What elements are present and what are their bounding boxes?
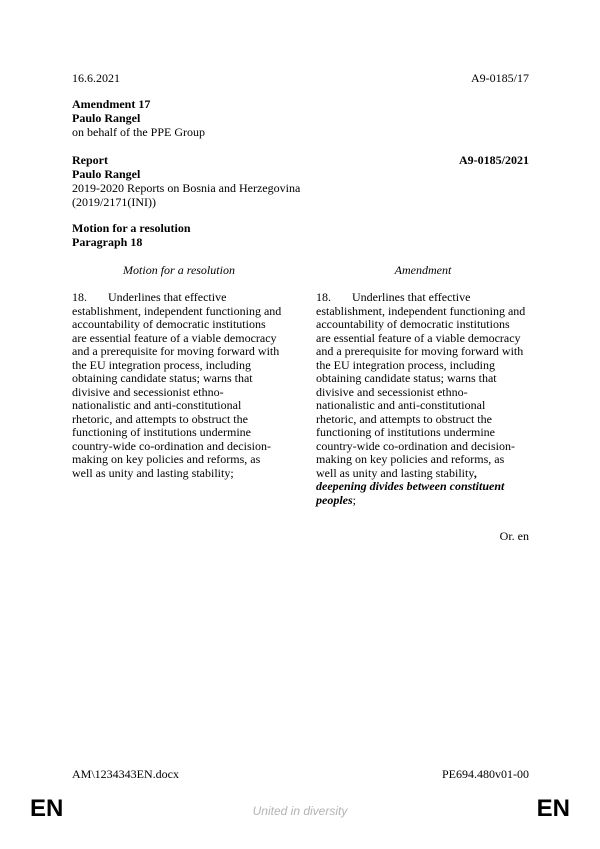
paragraph-label: Paragraph 18 (72, 235, 143, 249)
eu-motto: United in diversity (252, 804, 348, 818)
language-code-left: EN (30, 795, 64, 822)
left-column-heading: Motion for a resolution (123, 263, 235, 277)
report-procedure: (2019/2171(INI)) (72, 195, 156, 209)
amendment-behalf: on behalf of the PPE Group (72, 125, 205, 139)
amended-text: 18. Underlines that effective establishment, independent functioning and accountability of democratic institutions are essential feature of a viable democracy and a prerequisite for moving forward with the EU integration process, including obtaining candidate status; warns that divisive and secessionist ethno- nationalistic and anti-constitutional rhetoric, and attempts to obstruct the functioning of institutions undermine country-wide co-ordination and decision- making on key policies and reforms, as well as unity and lasting stability, deepening divides between constituent peoples; (316, 290, 526, 507)
language-code-right: EN (536, 795, 570, 822)
pe-number: PE694.480v01-00 (442, 767, 529, 781)
inserted-text: peoples (316, 492, 353, 507)
report-author: Paulo Rangel (72, 167, 141, 181)
report-reference: A9-0185/2021 (459, 153, 529, 167)
right-column-heading: Amendment (394, 263, 452, 277)
amendment-reference: A9-0185/17 (471, 71, 529, 85)
inserted-text: , (474, 465, 478, 480)
document-date: 16.6.2021 (72, 71, 120, 85)
amendment-author: Paulo Rangel (72, 111, 141, 125)
report-label: Report (72, 153, 108, 167)
original-language: Or. en (499, 529, 529, 543)
motion-label: Motion for a resolution (72, 221, 191, 235)
document-filename: AM\1234343EN.docx (72, 767, 179, 781)
paragraph-number: 18. (316, 290, 331, 304)
original-text: 18. Underlines that effective establishment, independent functioning and accountability of democratic institutions are essential feature of a viable democracy and a prerequisite for moving forward with the EU integration process, including obtaining candidate status; warns that divisive and secessionist ethno- nationalistic and anti-constitutional rhetoric, and attempts to obstruct the functioning of institutions undermine country-wide co-ordination and decision- making on key policies and reforms, as well as unity and lasting stability; (72, 290, 282, 480)
report-title: 2019-2020 Reports on Bosnia and Herzegovina (72, 181, 301, 195)
inserted-text: deepening divides between constituent (316, 479, 505, 493)
paragraph-number: 18. (72, 290, 87, 304)
amendment-title: Amendment 17 (72, 97, 151, 111)
